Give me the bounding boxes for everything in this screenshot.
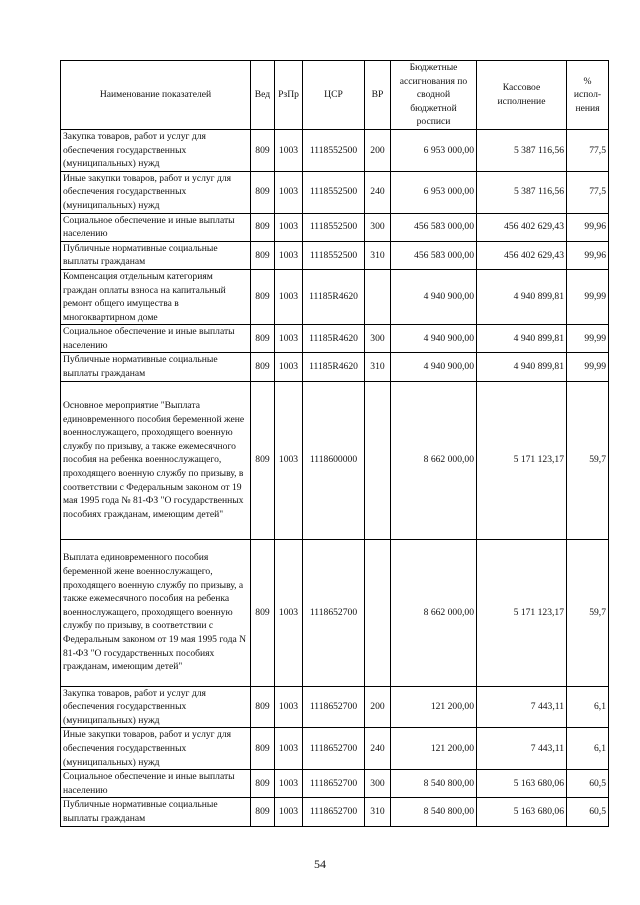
table-row: [61, 353, 609, 381]
header-vr: ВР: [365, 61, 391, 130]
table-row: [61, 539, 609, 686]
cell-budget: 4 940 900,00: [391, 325, 477, 353]
cell-ved: 809: [251, 171, 275, 213]
cell-vr: 240: [365, 728, 391, 770]
cell-budget: 8 662 000,00: [391, 539, 477, 686]
cell-ved: 809: [251, 686, 275, 728]
cell-cash: 7 443,11: [477, 686, 567, 728]
cell-cash: 4 940 899,81: [477, 353, 567, 381]
cell-vr: 310: [365, 353, 391, 381]
cell-name: Иные закупки товаров, работ и услуг для обеспечения государственных (муниципальных) нужд: [61, 171, 251, 213]
cell-csr: 11185R4620: [303, 353, 365, 381]
cell-csr: 1118652700: [303, 770, 365, 798]
cell-csr: 11185R4620: [303, 325, 365, 353]
page-number: 54: [314, 857, 326, 871]
header-budget: Бюджетные ассигнования по сводной бюджетной росписи: [391, 61, 477, 130]
budget-execution-table: [60, 60, 609, 827]
cell-rzpr: 1003: [275, 353, 303, 381]
cell-budget: 121 200,00: [391, 728, 477, 770]
table-row: [61, 770, 609, 798]
cell-rzpr: 1003: [275, 213, 303, 241]
cell-cash: 5 171 123,17: [477, 381, 567, 539]
cell-cash: 5 387 116,56: [477, 171, 567, 213]
cell-pct: 99,99: [567, 353, 609, 381]
cell-cash: 5 387 116,56: [477, 129, 567, 171]
cell-csr: 1118552500: [303, 129, 365, 171]
cell-rzpr: 1003: [275, 241, 303, 269]
cell-name: Компенсация отдельным категориям граждан оплаты взноса на капитальный ремонт общего имущества в многоквартирном доме: [61, 269, 251, 324]
cell-name: Иные закупки товаров, работ и услуг для обеспечения государственных (муниципальных) нужд: [61, 728, 251, 770]
cell-vr: [365, 381, 391, 539]
cell-ved: 809: [251, 129, 275, 171]
cell-budget: 8 540 800,00: [391, 798, 477, 826]
table-row: [61, 213, 609, 241]
cell-ved: 809: [251, 325, 275, 353]
cell-cash: 7 443,11: [477, 728, 567, 770]
table-row: [61, 381, 609, 539]
cell-cash: 4 940 899,81: [477, 325, 567, 353]
cell-name: Социальное обеспечение и иные выплаты населению: [61, 770, 251, 798]
cell-cash: 5 163 680,06: [477, 798, 567, 826]
cell-vr: 240: [365, 171, 391, 213]
header-ved: Вед: [251, 61, 275, 130]
cell-name: Закупка товаров, работ и услуг для обеспечения государственных (муниципальных) нужд: [61, 686, 251, 728]
cell-rzpr: 1003: [275, 129, 303, 171]
cell-pct: 60,5: [567, 770, 609, 798]
cell-vr: 300: [365, 213, 391, 241]
table-header-row: [61, 61, 609, 130]
cell-pct: 6,1: [567, 728, 609, 770]
cell-budget: 6 953 000,00: [391, 129, 477, 171]
cell-csr: 1118552500: [303, 171, 365, 213]
cell-vr: 300: [365, 770, 391, 798]
cell-ved: 809: [251, 798, 275, 826]
table-row: [61, 269, 609, 324]
cell-cash: 4 940 899,81: [477, 269, 567, 324]
cell-pct: 59,7: [567, 381, 609, 539]
cell-ved: 809: [251, 269, 275, 324]
cell-vr: 300: [365, 325, 391, 353]
cell-rzpr: 1003: [275, 171, 303, 213]
table-row: [61, 325, 609, 353]
cell-name: Публичные нормативные социальные выплаты гражданам: [61, 241, 251, 269]
cell-pct: 59,7: [567, 539, 609, 686]
cell-rzpr: 1003: [275, 728, 303, 770]
cell-cash: 456 402 629,43: [477, 213, 567, 241]
cell-budget: 8 662 000,00: [391, 381, 477, 539]
cell-vr: [365, 269, 391, 324]
cell-budget: 121 200,00: [391, 686, 477, 728]
cell-cash: 456 402 629,43: [477, 241, 567, 269]
cell-pct: 99,96: [567, 241, 609, 269]
cell-budget: 4 940 900,00: [391, 269, 477, 324]
cell-budget: 456 583 000,00: [391, 241, 477, 269]
cell-csr: 11185R4620: [303, 269, 365, 324]
table-row: [61, 129, 609, 171]
cell-cash: 5 171 123,17: [477, 539, 567, 686]
cell-vr: 310: [365, 241, 391, 269]
table-row: [61, 241, 609, 269]
cell-cash: 5 163 680,06: [477, 770, 567, 798]
cell-ved: 809: [251, 353, 275, 381]
cell-budget: 4 940 900,00: [391, 353, 477, 381]
cell-pct: 77,5: [567, 129, 609, 171]
cell-pct: 99,99: [567, 269, 609, 324]
cell-pct: 6,1: [567, 686, 609, 728]
cell-budget: 8 540 800,00: [391, 770, 477, 798]
cell-name: Публичные нормативные социальные выплаты гражданам: [61, 353, 251, 381]
header-csr: ЦСР: [303, 61, 365, 130]
header-cash: Кассовое исполнение: [477, 61, 567, 130]
cell-csr: 1118652700: [303, 798, 365, 826]
cell-csr: 1118652700: [303, 686, 365, 728]
cell-rzpr: 1003: [275, 381, 303, 539]
cell-vr: [365, 539, 391, 686]
cell-vr: 200: [365, 686, 391, 728]
cell-ved: 809: [251, 539, 275, 686]
header-name: Наименование показателей: [61, 61, 251, 130]
cell-ved: 809: [251, 241, 275, 269]
cell-budget: 6 953 000,00: [391, 171, 477, 213]
header-rzpr: РзПр: [275, 61, 303, 130]
cell-name: Публичные нормативные социальные выплаты гражданам: [61, 798, 251, 826]
cell-name: Выплата единовременного пособия беременной жене военнослужащего, проходящего военную службу по призыву, а также ежемесячного пособия на ребенка военнослужащего, проходящего военную службу по призыву, в соответствии с Федеральным законом от 19 мая 1995 года N 81-ФЗ "О государственных пособиях гражданам, имеющим детей": [61, 539, 251, 686]
cell-rzpr: 1003: [275, 325, 303, 353]
cell-pct: 99,96: [567, 213, 609, 241]
table-row: [61, 686, 609, 728]
cell-csr: 1118652700: [303, 539, 365, 686]
cell-vr: 200: [365, 129, 391, 171]
cell-ved: 809: [251, 381, 275, 539]
cell-ved: 809: [251, 728, 275, 770]
table-row: [61, 728, 609, 770]
cell-csr: 1118600000: [303, 381, 365, 539]
cell-pct: 77,5: [567, 171, 609, 213]
table-row: [61, 798, 609, 826]
cell-rzpr: 1003: [275, 269, 303, 324]
cell-ved: 809: [251, 213, 275, 241]
cell-ved: 809: [251, 770, 275, 798]
cell-rzpr: 1003: [275, 539, 303, 686]
cell-rzpr: 1003: [275, 686, 303, 728]
cell-vr: 310: [365, 798, 391, 826]
cell-csr: 1118552500: [303, 241, 365, 269]
cell-rzpr: 1003: [275, 770, 303, 798]
cell-csr: 1118552500: [303, 213, 365, 241]
cell-name: Основное мероприятие "Выплата единовременного пособия беременной жене военнослужащего, проходящего военную службу по призыву, а также ежемесячного пособия на ребенка военнослужащего, проходящего военную службу по призыву, в соответствии с Федеральным законом от 19 мая 1995 года № 81-ФЗ "О государственных пособиях гражданам, имеющим детей": [61, 381, 251, 539]
cell-rzpr: 1003: [275, 798, 303, 826]
cell-budget: 456 583 000,00: [391, 213, 477, 241]
cell-name: Социальное обеспечение и иные выплаты населению: [61, 325, 251, 353]
header-pct: % испол-нения: [567, 61, 609, 130]
cell-pct: 99,99: [567, 325, 609, 353]
cell-csr: 1118652700: [303, 728, 365, 770]
cell-name: Социальное обеспечение и иные выплаты населению: [61, 213, 251, 241]
table-row: [61, 171, 609, 213]
cell-name: Закупка товаров, работ и услуг для обеспечения государственных (муниципальных) нужд: [61, 129, 251, 171]
cell-pct: 60,5: [567, 798, 609, 826]
